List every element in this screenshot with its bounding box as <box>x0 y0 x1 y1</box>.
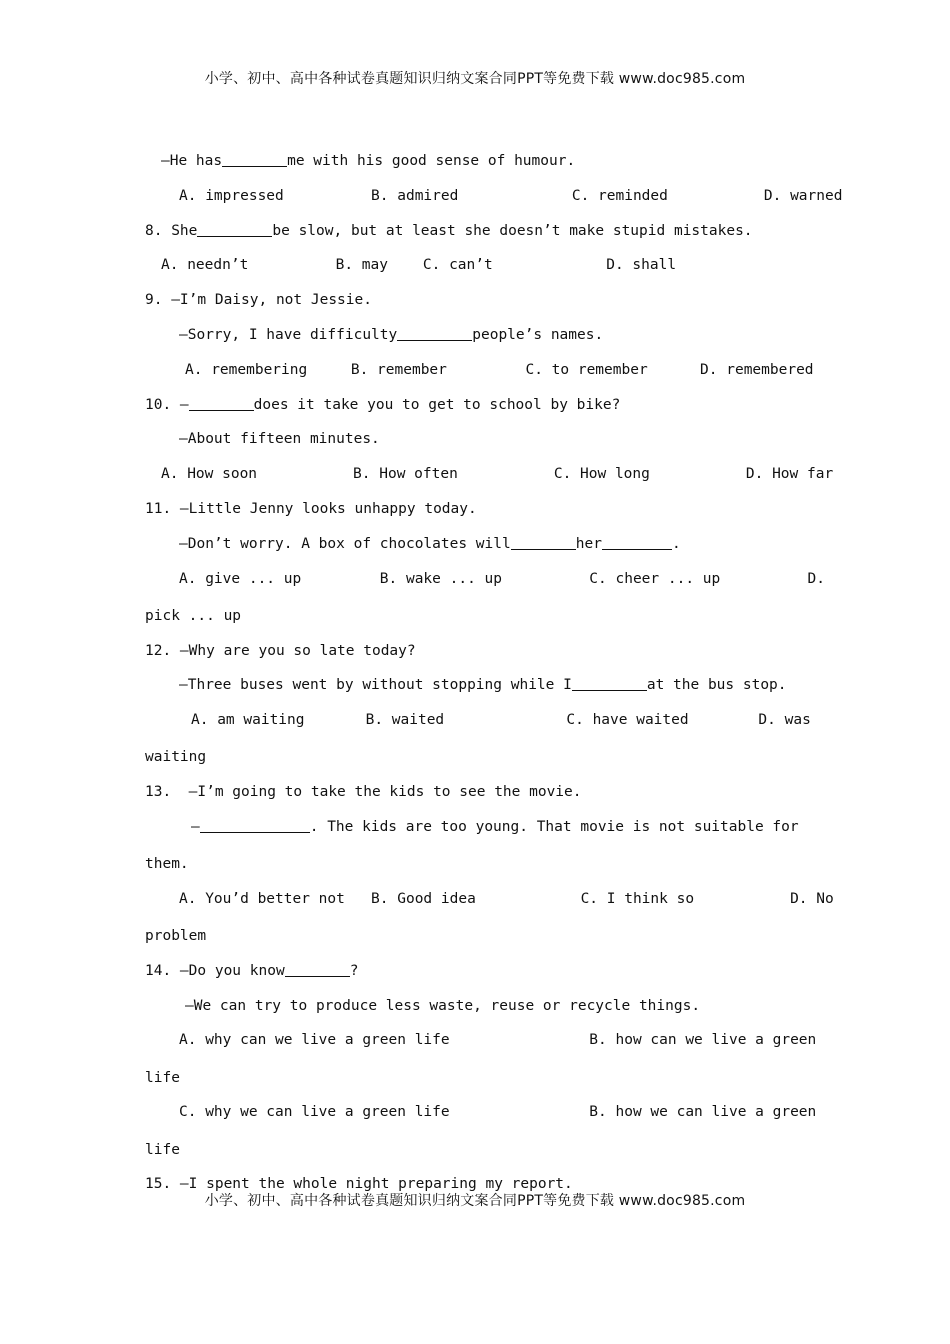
page-header: 小学、初中、高中各种试卷真题知识归纳文案合同PPT等免费下载 www.doc985.com <box>204 71 746 87</box>
q12-options-line1: A. am waiting B. waited C. have waited D. was <box>191 712 811 729</box>
answer-blank <box>285 961 350 977</box>
q9-options: A. remembering B. remember C. to remember D. remembered <box>185 361 814 378</box>
q14-option-c-line2: life <box>145 1141 180 1158</box>
q11-reply: —Don’t worry. A box of chocolates will her . <box>179 535 681 552</box>
q11-options-line1: A. give ... up B. wake ... up C. cheer ... up D. <box>179 570 826 587</box>
q12-reply: —Three buses went by without stopping while I at the bus stop. <box>179 677 787 694</box>
q14-option-a-line2: life <box>145 1069 180 1086</box>
answer-blank <box>397 325 472 341</box>
q7-line: —He has me with his good sense of humour. <box>161 153 576 169</box>
q7-options: A. impressed B. admired C. reminded D. warned <box>179 187 843 204</box>
q8-options: A. needn’t B. may C. can’t D. shall <box>161 257 677 274</box>
q11-stem: 11. —Little Jenny looks unhappy today. <box>145 500 477 517</box>
answer-blank <box>222 151 287 167</box>
q9-reply: —Sorry, I have difficulty people’s names. <box>179 326 604 343</box>
answer-blank <box>602 534 672 550</box>
q8-stem: 8. She be slow, but at least she doesn’t make stupid mistakes. <box>145 222 753 239</box>
q11-options-line2: pick ... up <box>145 607 242 624</box>
q10-stem: 10. — does it take you to get to school by bike? <box>145 396 621 413</box>
q10-reply: —About fifteen minutes. <box>179 431 380 448</box>
answer-blank <box>197 221 272 237</box>
answer-blank <box>572 675 647 691</box>
q12-stem: 12. —Why are you so late today? <box>145 642 416 659</box>
q14-option-a-line1: A. why can we live a green life B. how can we live a green <box>179 1032 817 1049</box>
q14-option-c-line1: C. why we can live a green life B. how we can live a green <box>179 1104 817 1121</box>
q13-reply: — . The kids are too young. That movie is not suitable for <box>191 818 799 835</box>
answer-blank <box>200 817 310 833</box>
answer-blank <box>511 534 576 550</box>
q9-stem: 9. —I’m Daisy, not Jessie. <box>145 292 372 309</box>
q13-reply-line2: them. <box>145 856 189 873</box>
q12-options-line2: waiting <box>145 749 207 766</box>
q13-options-line1: A. You’d better not B. Good idea C. I think so D. No <box>179 890 834 907</box>
answer-blank <box>189 395 254 411</box>
q14-stem: 14. —Do you know ? <box>145 962 359 979</box>
page-footer: 小学、初中、高中各种试卷真题知识归纳文案合同PPT等免费下载 www.doc985.com <box>204 1193 746 1209</box>
q13-options-line2: problem <box>145 928 207 945</box>
q13-stem: 13. —I’m going to take the kids to see the movie. <box>145 784 582 801</box>
q15-stem: 15. —I spent the whole night preparing my report. <box>145 1176 573 1193</box>
q10-options: A. How soon B. How often C. How long D. How far <box>161 466 834 483</box>
q14-reply: —We can try to produce less waste, reuse or recycle things. <box>185 997 701 1014</box>
question-list <box>145 144 843 1202</box>
